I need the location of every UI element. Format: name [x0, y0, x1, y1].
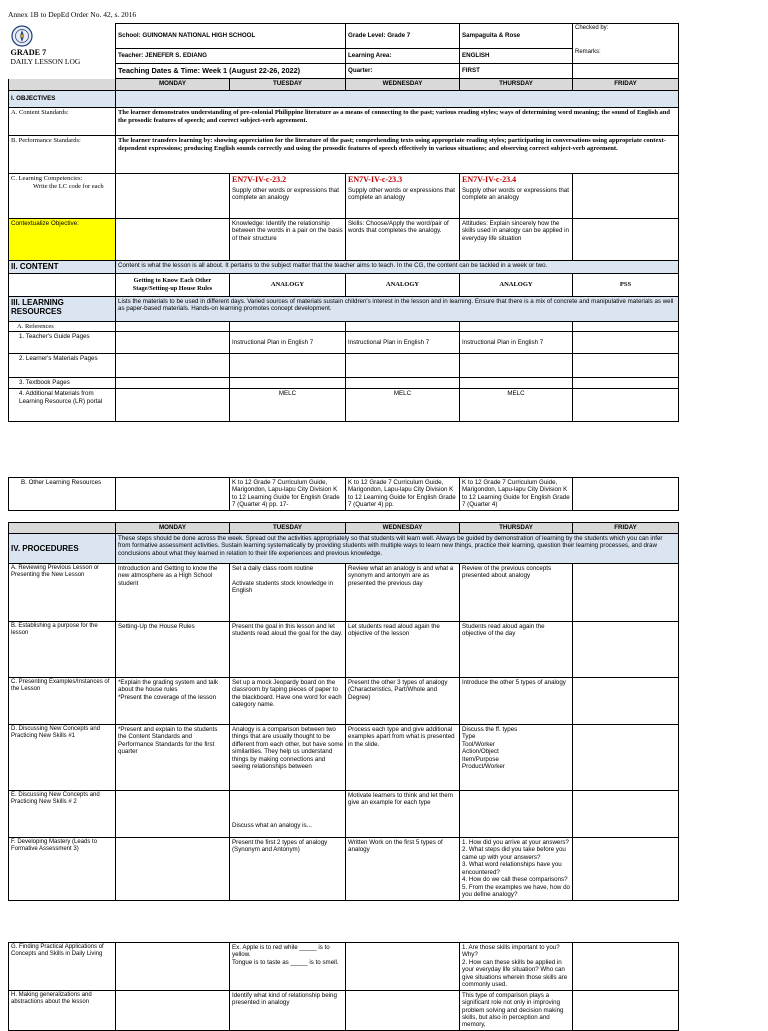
procedure-cell-friday [573, 943, 679, 991]
proc-day-friday: FRIDAY [573, 523, 679, 534]
procedure-cell-friday [573, 725, 679, 791]
day-friday: FRIDAY [573, 79, 679, 91]
add-tuesday: MELC [230, 389, 346, 422]
tg-thursday: Instructional Plan in English 7 [460, 332, 573, 354]
dll-title: DAILY LESSON LOG [10, 57, 81, 67]
annex-label: Annex 1B to DepEd Order No. 42, s. 2016 [8, 10, 137, 19]
objectives-blank [116, 91, 679, 108]
teaching-dates-field: Teaching Dates & Time: Week 1 (August 22-26, 2022) [116, 64, 346, 79]
competency-wednesday: EN7V-IV-c-23.3 Supply other words or expressions that complete an analogy [346, 174, 460, 219]
procedure-row [9, 791, 679, 838]
day-tuesday: TUESDAY [230, 79, 346, 91]
procedure-cell-tuesday: Present the first 2 types of analogy (Synonym and Antonym) [230, 838, 346, 901]
contextualize-objective-label: Contextualize Objective: [9, 219, 116, 261]
procedures-title: IV. PROCEDURES [9, 534, 116, 564]
competency-tuesday: EN7V-IV-c-23.2 Supply other words or expressions that complete an analogy [230, 174, 346, 219]
procedure-cell-thursday: Discuss the ff. types Type Tool/Worker Action/Object Item/Purpose Product/Worker [460, 725, 573, 791]
procedure-cell-tuesday: Set up a mock Jeopardy board on the classroom by taping pieces of paper to the blackboard. Have one word for each category name. [230, 678, 346, 725]
procedure-cell-monday: Setting-Up the House Rules [116, 622, 230, 678]
subject-field: ENGLISH [460, 49, 573, 64]
add-thursday: MELC [460, 389, 573, 422]
procedure-cell-wednesday: Process each type and give additional examples apart from what is presented in the slide. [346, 725, 460, 791]
procedures-table [8, 522, 679, 901]
procedure-row [9, 622, 679, 678]
day-monday: MONDAY [116, 79, 230, 91]
procedure-label: H. Making generalizations and abstractions about the lesson [9, 990, 116, 1030]
procedure-cell-wednesday [346, 990, 460, 1030]
day-header-spacer [9, 79, 116, 91]
context-friday [573, 219, 679, 261]
procedure-cell-wednesday: Present the other 3 types of analogy (Characteristics, Part/Whole and Degree) [346, 678, 460, 725]
school-field: School: GUINOMAN NATIONAL HIGH SCHOOL [116, 24, 346, 49]
quarter-label: Quarter: [346, 64, 460, 79]
procedure-row [9, 943, 679, 991]
procedure-cell-monday [116, 990, 230, 1030]
context-monday [116, 219, 230, 261]
tg-wednesday: Instructional Plan in English 7 [346, 332, 460, 354]
procedure-cell-monday: Introduction and Getting to know the new atmosphere as a High School student [116, 564, 230, 622]
header-left [9, 24, 116, 79]
topic-tuesday: ANALOGY [230, 273, 346, 296]
resources-desc: Lists the materials to be used in different days. Varied sources of materials sustain children's interest in the lesson and in learning. Ensure that there is a mix of concrete and manipulative materials as well as paper-based materials. Hands-on learning promotes concept development. [116, 296, 679, 321]
other-resources-label: B. Other Learning Resources [9, 478, 116, 511]
procedure-cell-tuesday: Ex. Apple is to red while _____ is to yellow. Tongue is to taste as _____ is to smell. [230, 943, 346, 991]
topic-spacer [9, 273, 116, 296]
topic-friday: PSS [573, 273, 679, 296]
procedure-label: F. Developing Mastery (Leads to Formative Assessment 3) [9, 838, 116, 901]
performance-standards-text: The learner transfers learning by: showing appreciation for the literature of the past; comprehending texts using appropriate reading styles; participating in conversations using appropriate context-dependent expressions; producing English sounds correctly and using the prosodic features of speech effectively in various situations; and observing correct subject-verb agreement. [116, 136, 679, 174]
procedure-cell-thursday: Introduce the other 5 types of analogy [460, 678, 573, 725]
grade-title: GRADE 7 [10, 47, 47, 57]
content-title: II. CONTENT [9, 261, 116, 274]
procedure-label: B. Establishing a purpose for the lesson [9, 622, 116, 678]
context-wednesday: Skills: Choose/Apply the word/pair of words that completes the analogy. [346, 219, 460, 261]
procedure-cell-thursday [460, 791, 573, 838]
procedure-row [9, 564, 679, 622]
procedure-cell-monday [116, 838, 230, 901]
procedure-cell-friday [573, 622, 679, 678]
procedure-label: C. Presenting Examples/Instances of the Lesson [9, 678, 116, 725]
procedure-label: D. Discussing New Concepts and Practicing New Skills #1 [9, 725, 116, 791]
procedure-row [9, 990, 679, 1030]
procedure-cell-wednesday: Written Work on the first 5 types of analogy [346, 838, 460, 901]
procedure-cell-friday [573, 838, 679, 901]
procedures-table-2 [8, 942, 679, 1031]
procedure-cell-friday [573, 791, 679, 838]
checked-by-field: Checked by: [573, 24, 679, 64]
procedure-cell-wednesday: Review what an analogy is and what a synonym and antonym are as presented the previous day [346, 564, 460, 622]
content-desc: Content is what the lesson is all about. It pertains to the subject matter that the teacher aims to teach. In the CG, the content can be tackled in a week or two. [116, 261, 679, 274]
procedure-cell-wednesday: Let students read aloud again the objective of the lesson [346, 622, 460, 678]
day-thursday: THURSDAY [460, 79, 573, 91]
procedure-cell-tuesday: Present the goal in this lesson and let students read aloud the goal for the day. [230, 622, 346, 678]
procedures-desc: These steps should be done across the week. Spread out the activities appropriately so that students will learn well. Always be guided by demonstration of learning by the students which you can infer from formative assessment activities. Sustain learning systematically by providing students with multiple ways to learn new things, practice their learning, question their learning processes, and draw conclusions about what they learned in relation to their life experiences and previous knowledge. [116, 534, 679, 564]
lesson-log-table-1 [8, 23, 679, 422]
teachers-guide-label: 1. Teacher's Guide Pages [9, 332, 116, 354]
procedure-row [9, 838, 679, 901]
procedure-cell-thursday: 1. How did you arrive at your answers? 2. What steps did you take before you came up with your answers? 3. What word relationships have you encountered? 4. How do we call these comparisons? 5. From the examples we have, how do you define analogy? [460, 838, 573, 901]
competency-thursday: EN7V-IV-c-23.4 Supply other words or expressions that complete an analogy [460, 174, 573, 219]
other-thursday: K to 12 Grade 7 Curriculum Guide, Marigondon, Lapu-lapu City Division K to 12 Learning Guide for English Grade 7 (Quarter 4) [460, 478, 573, 511]
proc-day-monday: MONDAY [116, 523, 230, 534]
procedure-cell-thursday: Students read aloud again the objective of the day [460, 622, 573, 678]
procedure-cell-monday [116, 791, 230, 838]
procedure-label: E. Discussing New Concepts and Practicing New Skills # 2 [9, 791, 116, 838]
procedure-row [9, 725, 679, 791]
grade-level-field: Grade Level: Grade 7 [346, 24, 460, 49]
remarks-field: Remarks: [573, 64, 679, 79]
procedure-cell-tuesday: Identify what kind of relationship being presented in analogy [230, 990, 346, 1030]
day-wednesday: WEDNESDAY [346, 79, 460, 91]
learners-materials-label: 2. Learner's Materials Pages [9, 354, 116, 378]
other-tuesday: K to 12 Grade 7 Curriculum Guide, Marigondon, Lapu-lapu City Division K to 12 Learning Guide for English Grade 7 (Quarter 4) pp. 17- [230, 478, 346, 511]
textbook-pages-label: 3. Textbook Pages [9, 378, 116, 389]
learning-area-label: Learning Area: [346, 49, 460, 64]
topic-thursday: ANALOGY [460, 273, 573, 296]
competency-friday [573, 174, 679, 219]
procedure-cell-friday [573, 678, 679, 725]
procedure-cell-thursday: This type of comparison plays a significant role not only in improving problem solving and decision making skills, but also in perception and memory, [460, 990, 573, 1030]
context-thursday: Attitudes: Explain sincerely how the skills used in analogy can be applied in everyday life situation [460, 219, 573, 261]
proc-day-wednesday: WEDNESDAY [346, 523, 460, 534]
procedure-cell-friday [573, 990, 679, 1030]
procedure-cell-wednesday: Motivate learners to think and let them give an example for each type [346, 791, 460, 838]
procedure-cell-tuesday: Set a daily class room routine Activate students stock knowledge in English [230, 564, 346, 622]
deped-seal-icon [11, 25, 33, 47]
performance-standards-label: B. Performance Standards: [9, 136, 116, 174]
add-wednesday: MELC [346, 389, 460, 422]
additional-materials-label: 4. Additional Materials from Learning Resource (LR) portal [9, 389, 116, 422]
tg-tuesday: Instructional Plan in English 7 [230, 332, 346, 354]
procedure-cell-friday [573, 564, 679, 622]
other-wednesday: K to 12 Grade 7 Curriculum Guide, Marigondon, Lapu-lapu City Division K to 12 Learning Guide for English Grade 7 (Quarter 4) pp. [346, 478, 460, 511]
quarter-field: FIRST [460, 64, 573, 79]
procedure-cell-tuesday: Discuss what an analogy is... [230, 791, 346, 838]
procedure-label: G. Finding Practical Applications of Concepts and Skills in Daily Living [9, 943, 116, 991]
learning-competencies-label: C. Learning Competencies: Write the LC code for each [9, 174, 116, 219]
topic-monday: Getting to Know Each Other Stage/Setting-up House Rules [116, 273, 230, 296]
procedure-row [9, 678, 679, 725]
other-resources-table [8, 477, 679, 511]
teacher-field: Teacher: JENEFER S. EDIANG [116, 49, 346, 64]
procedure-label: A. Reviewing Previous Lesson or Presenting the New Lesson [9, 564, 116, 622]
procedure-cell-wednesday [346, 943, 460, 991]
procedure-cell-monday: *Explain the grading system and talk about the house rules *Present the coverage of the lesson [116, 678, 230, 725]
topic-wednesday: ANALOGY [346, 273, 460, 296]
procedure-cell-monday: *Present and explain to the students the Content Standards and Performance Standards for the first quarter [116, 725, 230, 791]
section-field: Sampaguita & Rose [460, 24, 573, 49]
objectives-title: I. OBJECTIVES [9, 91, 116, 108]
competency-monday [116, 174, 230, 219]
proc-day-thursday: THURSDAY [460, 523, 573, 534]
content-standards-label: A. Content Standards: [9, 108, 116, 136]
procedure-cell-tuesday: Analogy is a comparison between two things that are usually thought to be different from each other, but have some similarities. They help us understand things by making connections and seeing relationships between [230, 725, 346, 791]
proc-day-tuesday: TUESDAY [230, 523, 346, 534]
content-standards-text: The learner demonstrates understanding of pre-colonial Philippine literature as a means of connecting to the past; various reading styles; ways of determining word meaning; the sound of English and the prosodic features of speech; and correct subject-verb agreement. [116, 108, 679, 136]
resources-title: III. LEARNING RESOURCES [9, 296, 116, 321]
context-tuesday: Knowledge: Identify the relationship between the words in a pair on the basis of their structure [230, 219, 346, 261]
references-label: A. References [9, 321, 116, 332]
procedure-cell-thursday: Review of the previous concepts presented about analogy [460, 564, 573, 622]
procedure-cell-monday [116, 943, 230, 991]
proc-day-spacer [9, 523, 116, 534]
procedure-cell-thursday: 1. Are those skills important to you? Why? 2. How can these skills be applied in your everyday life situation? Who can give situations wherein those skills are commonly used. [460, 943, 573, 991]
